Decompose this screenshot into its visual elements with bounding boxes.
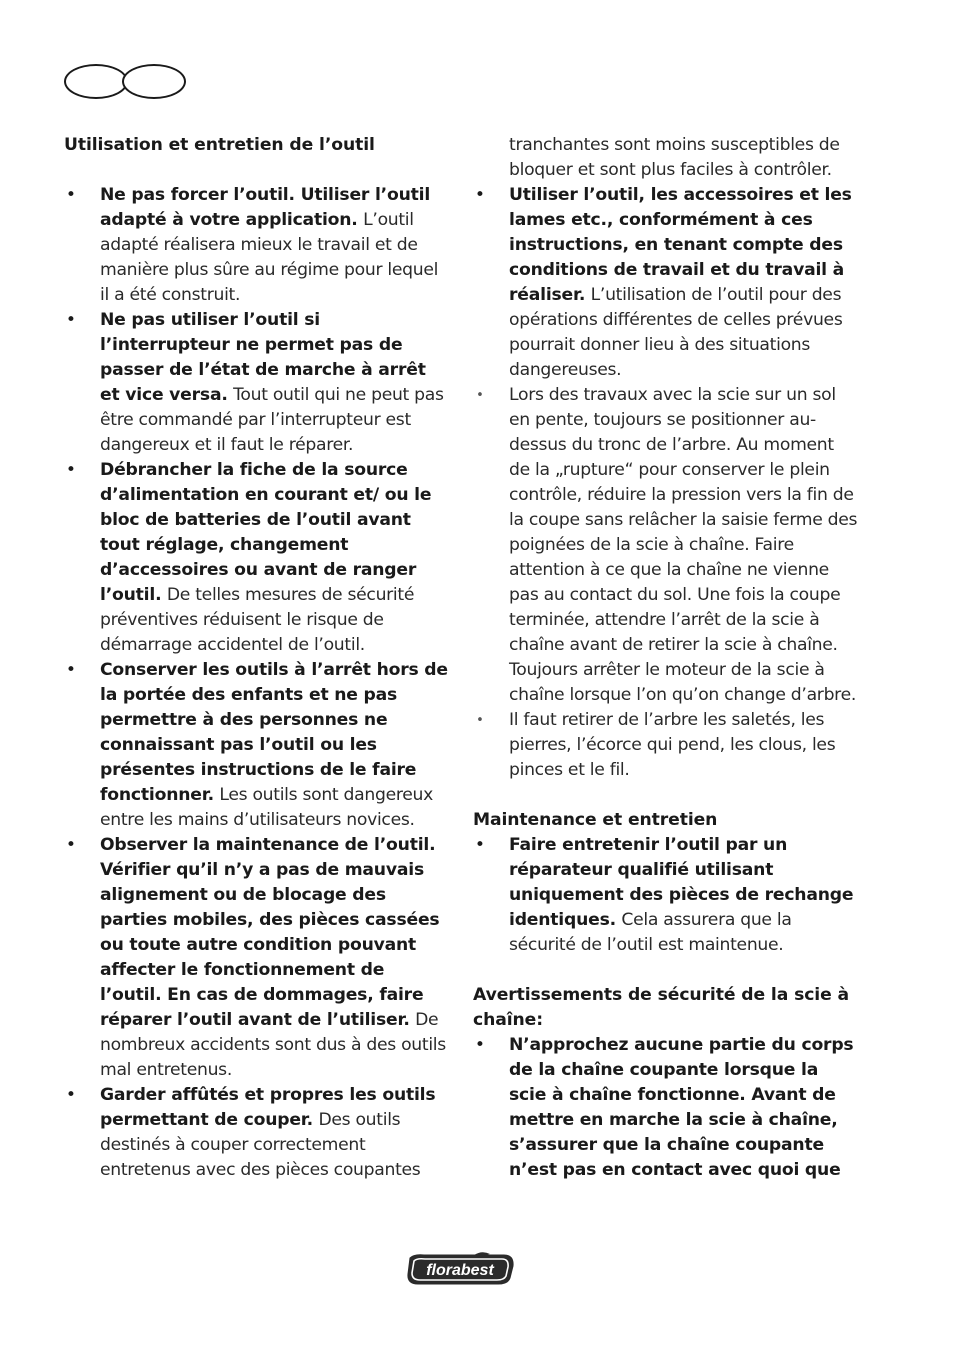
item-bold-text: Utiliser l’outil, les accessoires et les lames etc., conformément à ces instructions, en tenant compte des conditions de travail et du travail à réaliser. (509, 185, 852, 305)
list-item (64, 308, 448, 458)
tool-use-list (64, 183, 448, 1183)
item-bold-text: Ne pas utiliser l’outil si l’interrupteur ne permet pas de passer de l’état de marche à arrêt et vice versa. (100, 310, 426, 405)
item-bold-text: Observer la maintenance de l’outil. Vérifier qu’il n’y a pas de mauvais alignement ou de blocage des parties mobiles, des pièces cassées ou toute autre condition pouvant affecter le fonctionnement de l’outil. En cas de dommages, faire réparer l’outil avant de l’utiliser. (100, 835, 440, 1030)
bullet-icon: • (65, 460, 77, 480)
item-text: De telles mesures de sécurité préventives réduisent le risque de démarrage accidentel de l’outil. (100, 585, 415, 655)
item-text: L’outil adapté réalisera mieux le travail et de manière plus sûre au régime pour lequel il a été construit. (100, 210, 439, 305)
list-item (473, 383, 859, 708)
bullet-icon: • (65, 835, 77, 855)
list-item (473, 1033, 859, 1183)
continuation-text: tranchantes sont moins susceptibles de bloquer et sont plus faciles à contrôler. (509, 135, 840, 180)
item-text: L’utilisation de l’outil pour des opérations différentes de celles prévues pourrait donner lieu à des situations dangereuses. (509, 285, 843, 380)
list-item (64, 183, 448, 308)
left-column (64, 133, 448, 1183)
list-item (473, 708, 859, 783)
section-heading-chainsaw-warnings: Avertissements de sécurité de la scie à chaîne: (473, 985, 850, 1030)
item-text: Lors des travaux avec la scie sur un sol en pente, toujours se positionner au-dessus du tronc de l’arbre. Au moment de la „rupture“ pour conserver le plein contrôle, réduire la pression vers la fin de la coupe sans relâcher la saisie ferme des poignées de la scie à chaîne. Faire attention à ce que la chaîne ne vienne pas au contact du sol. Une fois la coupe terminée, attendre l’arrêt de la scie à chaîne avant de retirer la scie à chaîne. Toujours arrêter le moteur de la scie à chaîne lorsque l’on qu’on change d’arbre. (509, 385, 858, 705)
logo-graphic (404, 1252, 516, 1286)
item-bold-text: Conserver les outils à l’arrêt hors de la portée des enfants et ne pas permettre à des personnes ne connaissant pas l’outil ou les présentes instructions de le faire fonctionner. (100, 660, 448, 805)
item-text: De nombreux accidents sont dus à des outils mal entretenus. (100, 1010, 446, 1080)
list-item (64, 833, 448, 1083)
maintenance-list (473, 833, 859, 958)
bullet-icon: • (474, 1035, 486, 1055)
item-bold-text: Garder affûtés et propres les outils permettant de couper. (100, 1085, 436, 1130)
bullet-icon: • (474, 835, 486, 855)
language-badge-1 (64, 64, 128, 99)
section-heading-maintenance: Maintenance et entretien (473, 810, 718, 830)
list-item (473, 183, 859, 383)
item-text: Il faut retirer de l’arbre les saletés, les pierres, l’écorce qui pend, les clous, les pinces et le fil. (509, 710, 836, 780)
item-bold-text: N’approchez aucune partie du corps de la chaîne coupante lorsque la scie à chaîne fonctionne. Avant de mettre en marche la scie à chaîne, s’assurer que la chaîne coupante n’est pas en contact avec quoi que (509, 1035, 854, 1180)
list-item (64, 458, 448, 658)
list-item (473, 833, 859, 958)
bullet-icon: • (474, 185, 486, 205)
bullet-icon: • (476, 388, 484, 403)
right-column (473, 133, 859, 1183)
list-item (64, 1083, 448, 1183)
florabest-logo (404, 1252, 516, 1286)
item-bold-text: Faire entretenir l’outil par un réparateur qualifié utilisant uniquement des pièces de rechange identiques. (509, 835, 854, 930)
item-bold-text: Ne pas forcer l’outil. Utiliser l’outil adapté à votre application. (100, 185, 431, 230)
language-badges (64, 64, 186, 99)
item-text: Cela assurera que la sécurité de l’outil est maintenue. (509, 910, 792, 955)
list-item (64, 658, 448, 833)
language-badge-2 (122, 64, 186, 99)
chainsaw-warnings-list (473, 1033, 859, 1183)
item-text: Des outils destinés à couper correctement entretenus avec des pièces coupantes (100, 1110, 421, 1180)
bullet-icon: • (65, 310, 77, 330)
item-text: Les outils sont dangereux entre les mains d’utilisateurs novices. (100, 785, 433, 830)
tool-use-list-continued (473, 183, 859, 783)
section-heading-tool-use: Utilisation et entretien de l’outil (64, 135, 375, 155)
item-bold-text: Débrancher la fiche de la source d’alimentation en courant et/ ou le bloc de batteries de l’outil avant tout réglage, changement d’accessoires ou avant de ranger l’outil. (100, 460, 432, 605)
bullet-icon: • (476, 713, 484, 728)
bullet-icon: • (65, 660, 77, 680)
item-text: Tout outil qui ne peut pas être commandé par l’interrupteur est dangereux et il faut le réparer. (100, 385, 444, 455)
logo-text: florabest (426, 1262, 494, 1279)
bullet-icon: • (65, 185, 77, 205)
bullet-icon: • (65, 1085, 77, 1105)
